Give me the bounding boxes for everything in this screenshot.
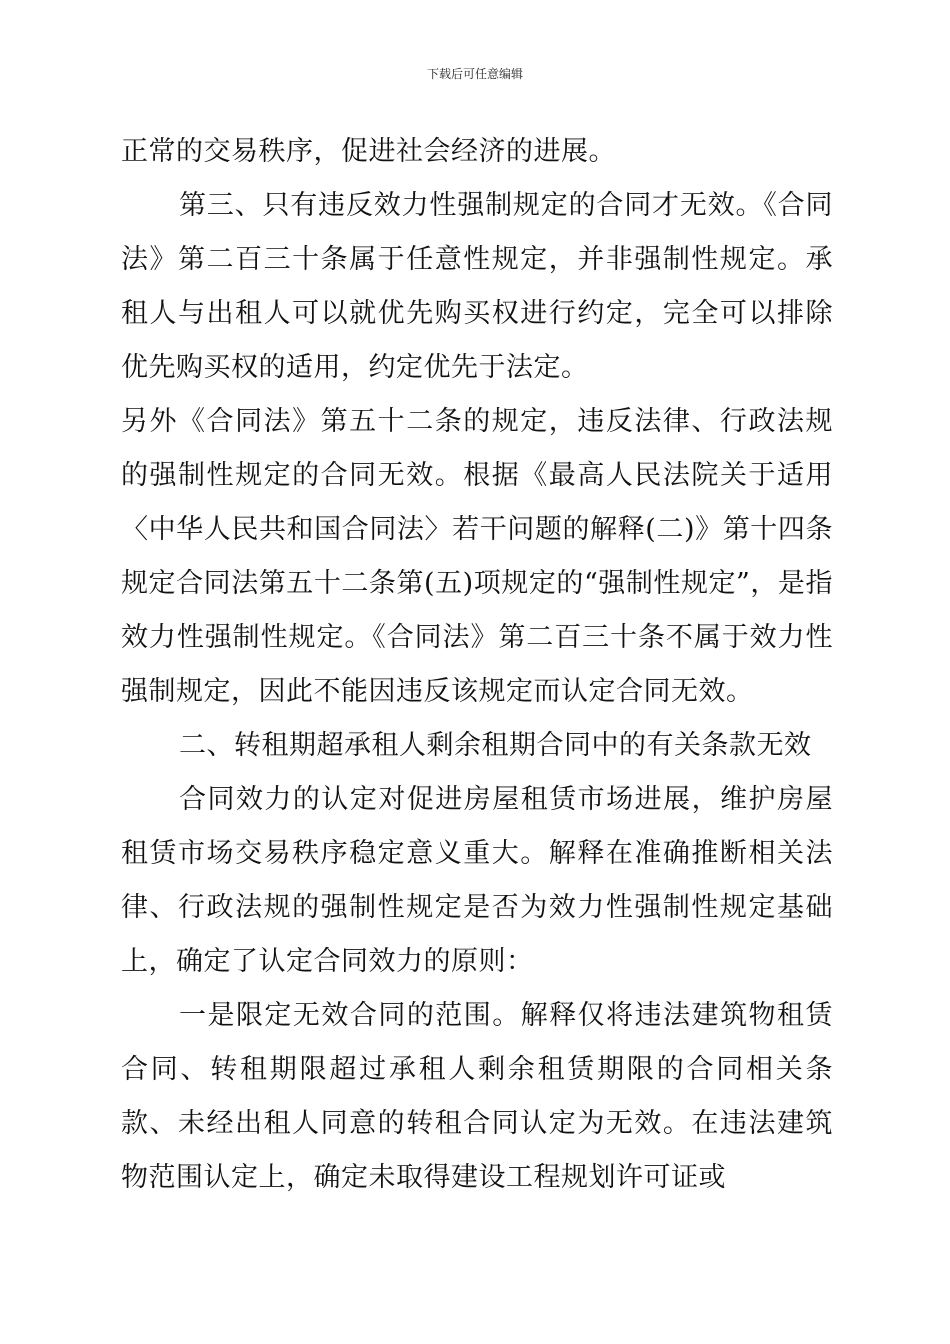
paragraph-continuation: 正常的交易秩序，促进社会经济的进展。: [121, 136, 616, 167]
paragraph-invalid-scope: 一是限定无效合同的范围。解释仅将违法建筑物租赁合同、转租期限超过承租人剩余租赁期限的合同相关条款、未经出租人同意的转租合同认定为无效。在违法建筑物范围认定上，确定未取得建设工程规划许可证或: [121, 1000, 833, 1193]
paragraph-contract-validity: 合同效力的认定对促进房屋租赁市场进展，维护房屋租赁市场交易秩序稳定意义重大。解释在准确推断相关法律、行政法规的强制性规定是否为效力性强制性规定基础上，确定了认定合同效力的原则：: [121, 784, 833, 977]
page-header: 下载后可任意编辑: [426, 67, 523, 81]
paragraph-third-point: 第三、只有违反效力性强制规定的合同才无效。《合同法》第二百三十条属于任意性规定，并非强制性规定。承租人与出租人可以就优先购买权进行约定，完全可以排除优先购买权的适用，约定优先于法定。: [121, 190, 833, 383]
section-heading-two: 二、转租期超承租人剩余租期合同中的有关条款无效: [179, 730, 812, 761]
paragraph-contract-law-article-52: 另外《合同法》第五十二条的规定，违反法律、行政法规的强制性规定的合同无效。根据《最高人民法院关于适用〈中华人民共和国合同法〉若干问题的解释(二)》第十四条规定合同法第五十二条第(五)项规定的“强制性规定”，是指效力性强制性规定。《合同法》第二百三十条不属于效力性强制规定，因此不能因违反该规定而认定合同无效。: [121, 406, 833, 707]
document-body: [121, 125, 833, 1205]
